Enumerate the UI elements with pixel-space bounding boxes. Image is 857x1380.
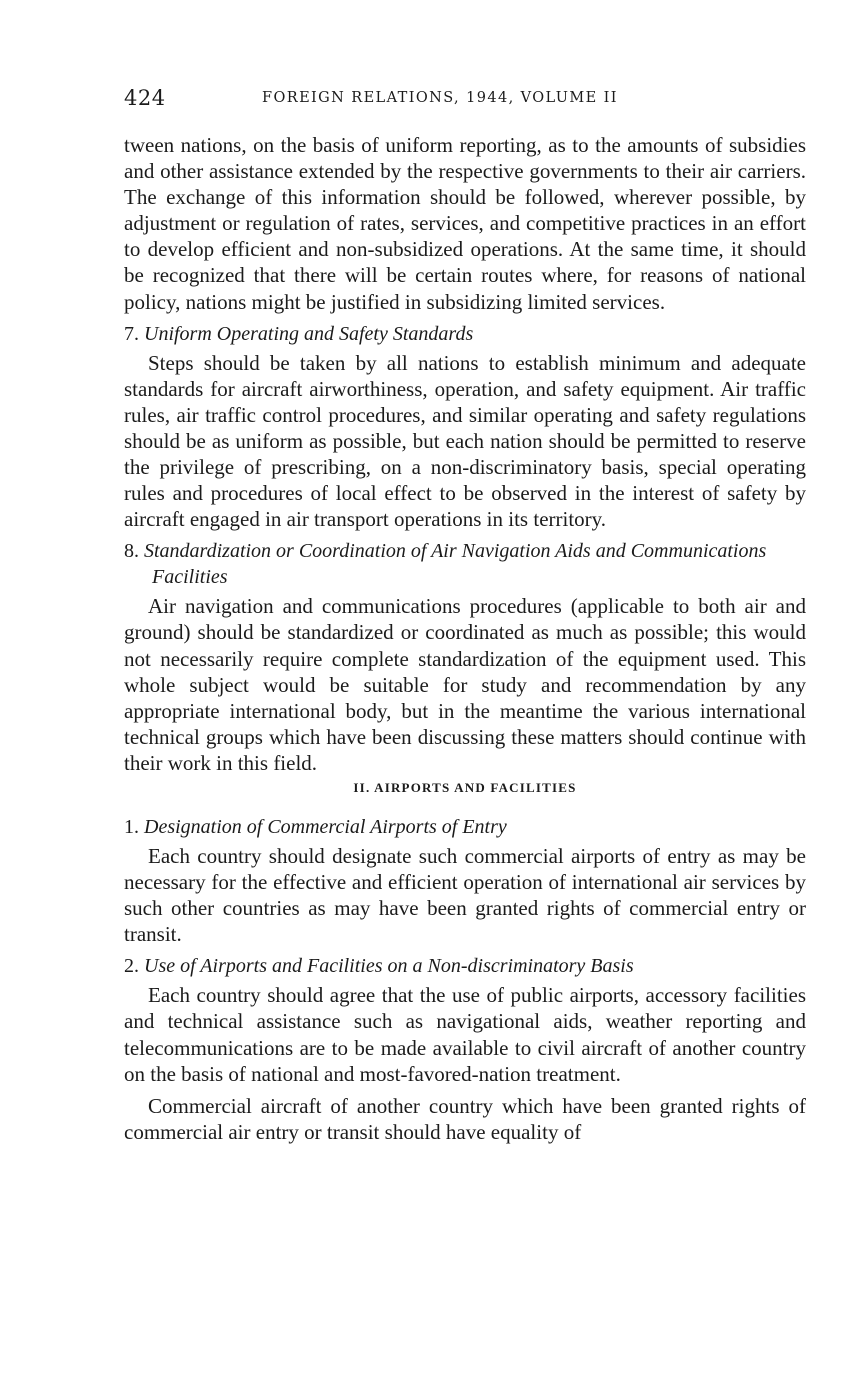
- section-title: Use of Airports and Facilities on a Non-discriminatory Basis: [144, 955, 634, 978]
- paragraph-airports-2a: Each country should agree that the use of public airports, accessory facilities and technical assistance such as navigational aids, weather reporting and telecommunications are to be made available to civil aircraft of another country on the basis of national and most-favored-nation treatment.: [124, 983, 806, 1086]
- running-head: FOREIGN RELATIONS, 1944, VOLUME II: [262, 90, 618, 106]
- paragraph-section-8: Air navigation and communications procedures (applicable to both air and ground) should be standardized or coordinated as much as possible; this would not necessarily require complete standardization of the equipment used. This whole subject would be suitable for study and recommendation by any appropriate international body, but in the meantime the various international technical groups which have been discussing these matters should continue with their work in this field.: [124, 594, 806, 775]
- part-heading: II. AIRPORTS AND FACILITIES: [353, 779, 577, 795]
- section-heading-airports-2: [124, 953, 806, 979]
- page-header: [124, 86, 806, 116]
- section-number: 8.: [124, 540, 139, 563]
- paragraph-intro: tween nations, on the basis of uniform reporting, as to the amounts of subsidies and other assistance extended by the respective governments to their air carriers. The exchange of this information should be followed, wherever possible, by adjustment or regulation of rates, services, and competitive practices in an effort to develop efficient and non-subsidized operations. At the same time, it should be recognized that there will be certain routes where, for reasons of national policy, nations might be justified in subsidizing limited services.: [124, 133, 806, 314]
- section-heading-airports-1: [124, 814, 806, 840]
- section-number: 2.: [124, 955, 139, 978]
- section-title: Standardization or Coordination of Air Navigation Aids and Communications Facilities: [144, 540, 767, 589]
- paragraph-airports-2b: Commercial aircraft of another country which have been granted rights of commercial air entry or transit should have equality of: [124, 1093, 806, 1144]
- page-number: 424: [124, 86, 166, 110]
- section-title: Uniform Operating and Safety Standards: [144, 322, 474, 345]
- section-heading-8: [124, 538, 806, 590]
- section-title: Designation of Commercial Airports of Entry: [144, 815, 507, 838]
- paragraph-section-7: Steps should be taken by all nations to establish minimum and adequate standards for aircraft airworthiness, operation, and safety equipment. Air traffic rules, air traffic control procedures, and similar operating and safety regulations should be as uniform as possible, but each nation should be permitted to reserve the privilege of prescribing, on a non-discriminatory basis, special operating rules and procedures of local effect to be observed in the interest of safety by aircraft engaged in air transport operations in its territory.: [124, 350, 806, 532]
- section-number: 7.: [124, 322, 139, 345]
- paragraph-airports-1: Each country should designate such commercial airports of entry as may be necessary for the effective and efficient operation of international air services by such other countries as may have been granted rights of commercial entry or transit.: [124, 843, 806, 947]
- document-page: [124, 86, 806, 1145]
- section-heading-7: [124, 321, 806, 347]
- section-number: 1.: [124, 815, 139, 838]
